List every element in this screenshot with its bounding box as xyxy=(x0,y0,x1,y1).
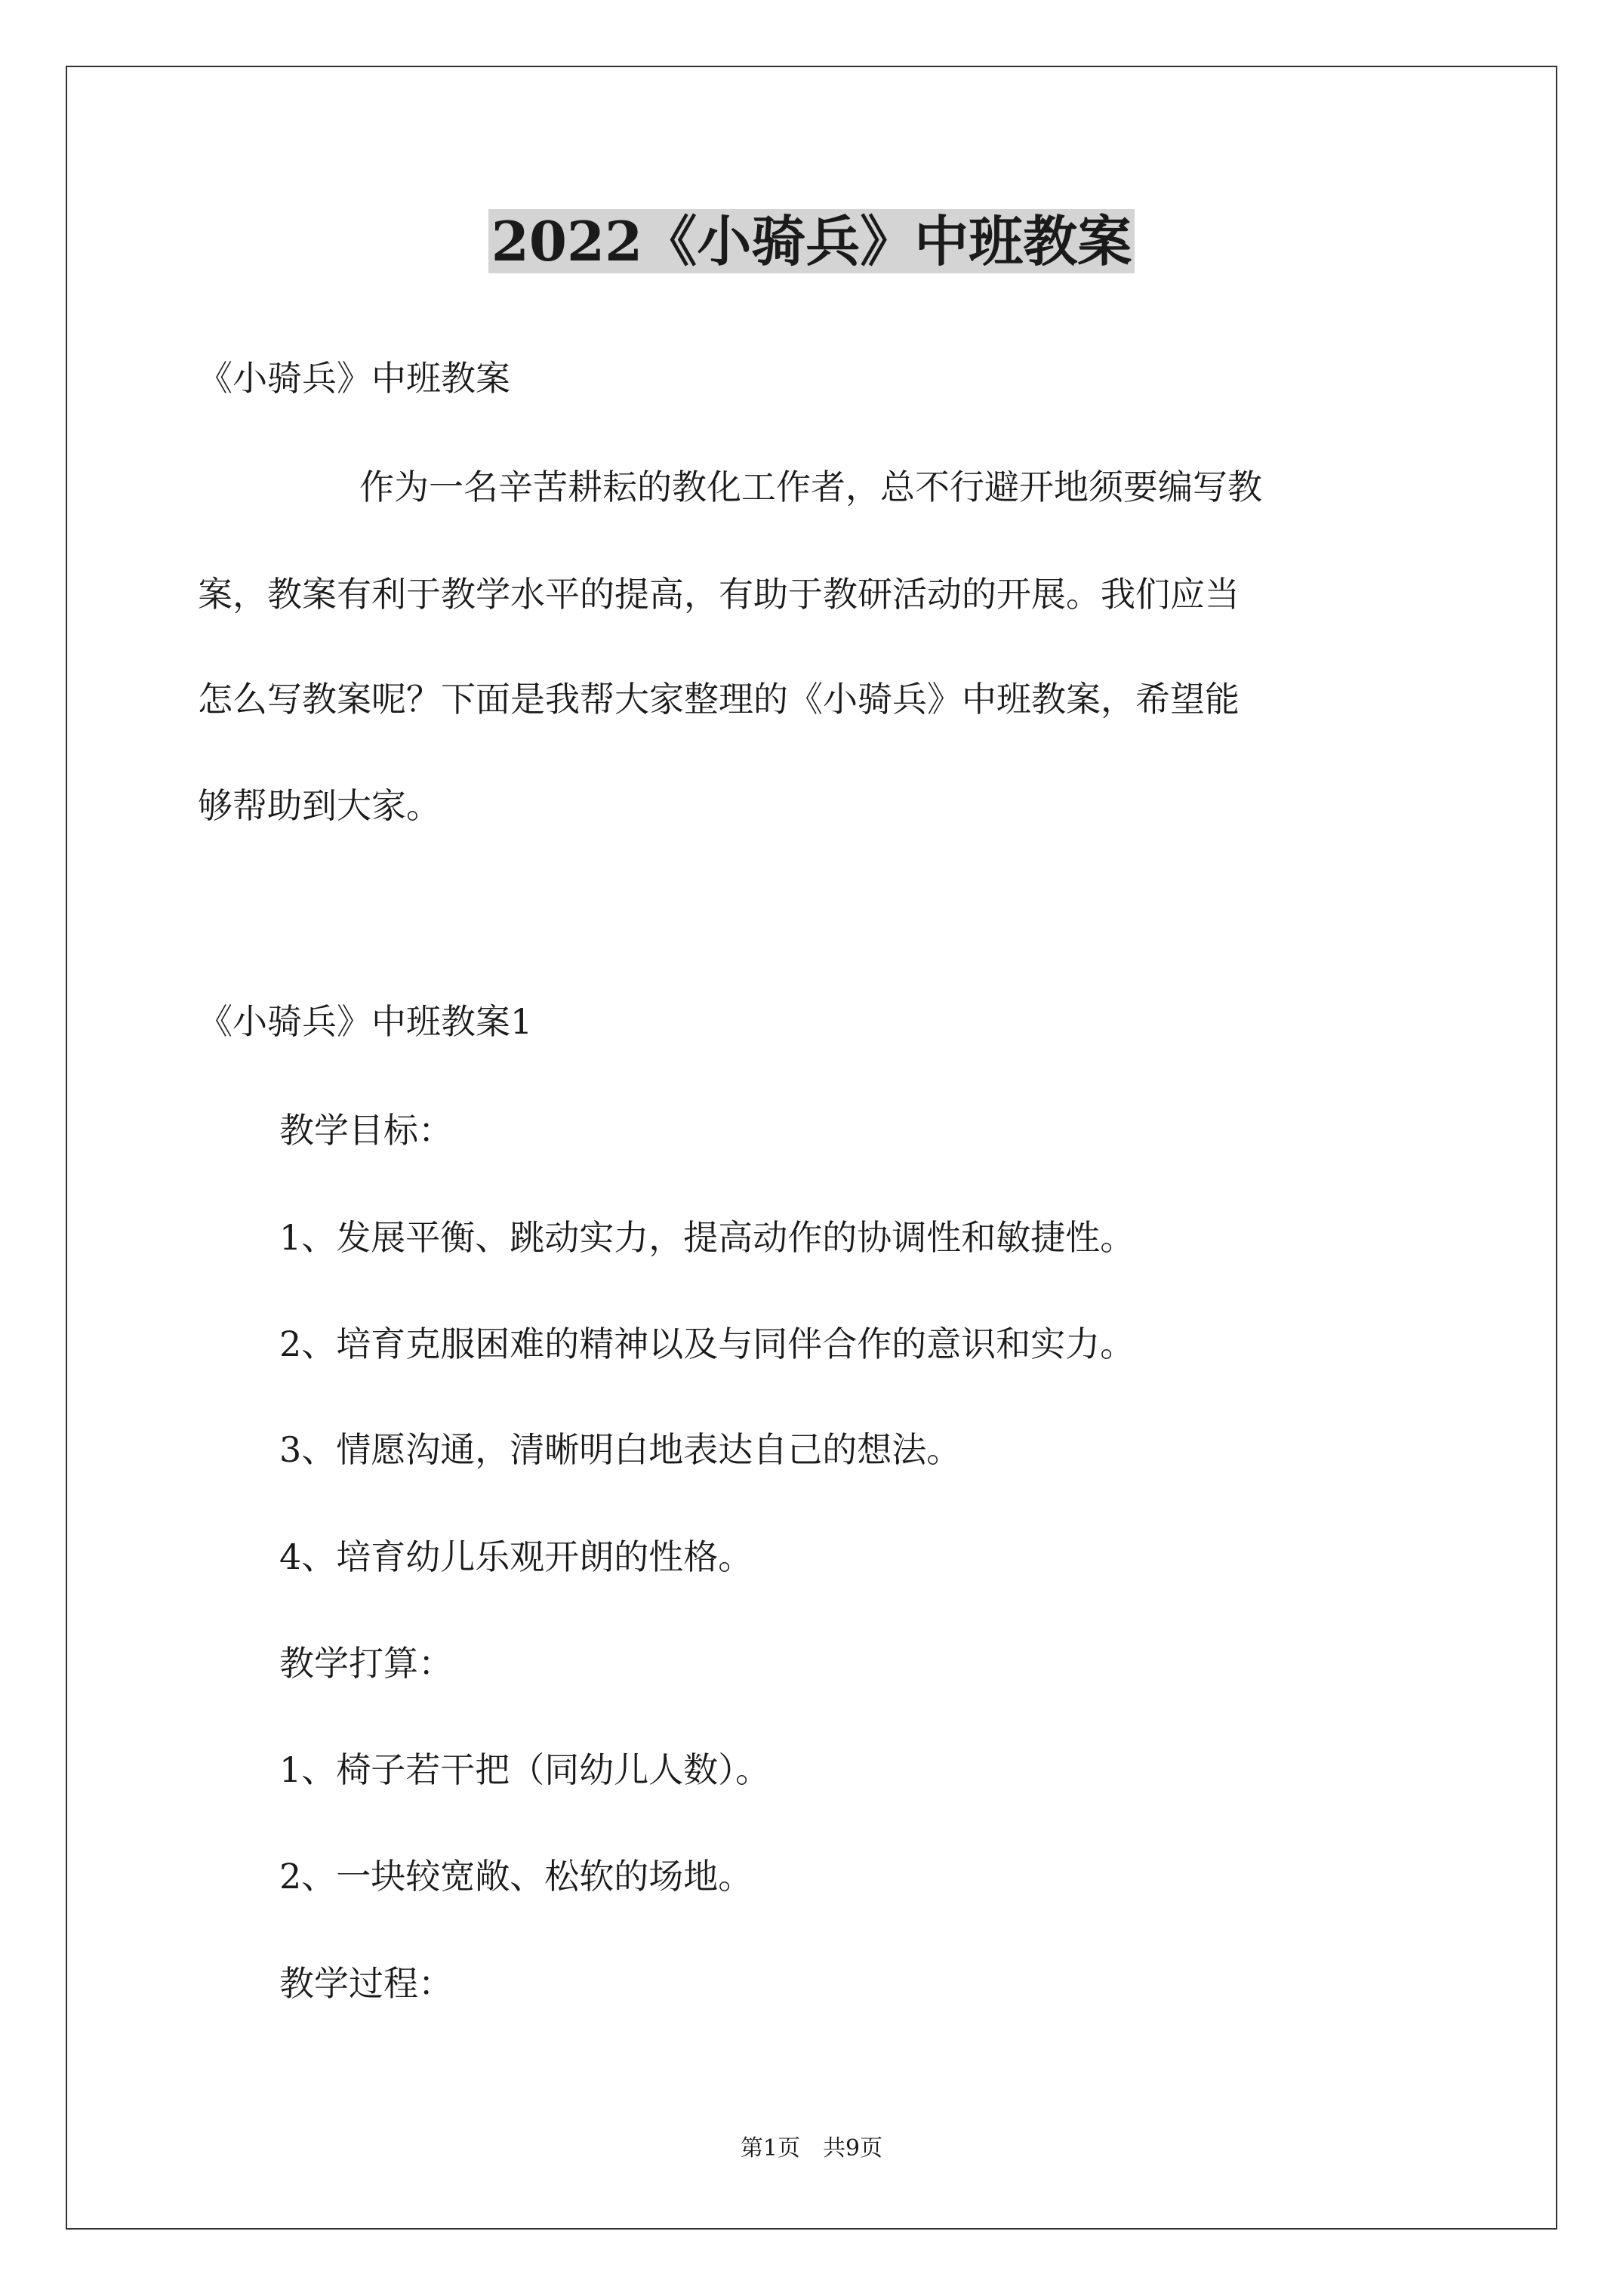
prep-item: 1、椅子若干把（同幼儿人数）。 xyxy=(279,1749,771,1790)
goals-heading: 教学目标： xyxy=(279,1110,453,1151)
page-total: 共9页 xyxy=(823,2135,883,2162)
document-title xyxy=(0,202,1623,281)
intro-line: 作为一名辛苦耕耘的教化工作者，总不行避开地须要编写教 xyxy=(359,467,1262,507)
section-title: 《小骑兵》中班教案1 xyxy=(198,1001,533,1042)
intro-line: 够帮助到大家。 xyxy=(198,785,441,826)
prep-heading: 教学打算： xyxy=(279,1643,453,1684)
intro-line: 案，教案有利于教学水平的提高，有助于教研活动的开展。我们应当 xyxy=(198,574,1240,615)
prep-item: 2、一块较宽敞、松软的场地。 xyxy=(279,1856,753,1897)
title-highlight: 2022《小骑兵》中班教案 xyxy=(488,209,1135,273)
intro-line: 怎么写教案呢？下面是我帮大家整理的《小骑兵》中班教案，希望能 xyxy=(198,679,1240,720)
subtitle: 《小骑兵》中班教案 xyxy=(198,358,510,399)
process-heading: 教学过程： xyxy=(279,1963,453,2004)
page-footer xyxy=(0,2134,1623,2164)
goal-item: 3、情愿沟通，清晰明白地表达自己的想法。 xyxy=(279,1429,962,1470)
page-number: 第1页 xyxy=(740,2135,800,2162)
goal-item: 4、培育幼儿乐观开朗的性格。 xyxy=(279,1536,753,1577)
goal-item: 1、发展平衡、跳动实力，提高动作的协调性和敏捷性。 xyxy=(279,1217,1135,1258)
goal-item: 2、培育克服困难的精神以及与同伴合作的意识和实力。 xyxy=(279,1324,1135,1364)
